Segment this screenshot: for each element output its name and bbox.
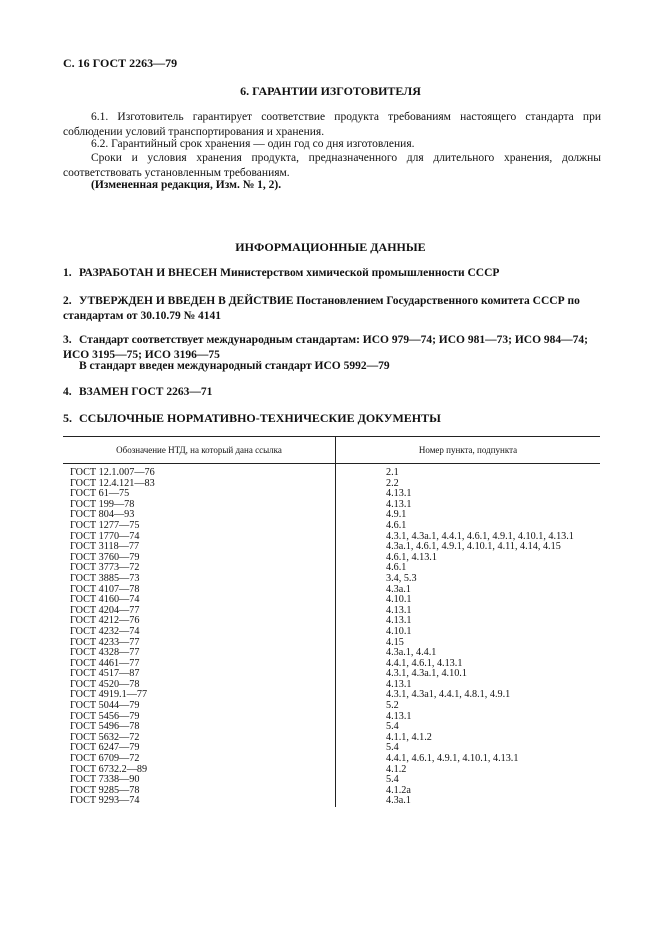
cell-document: ГОСТ 4919.1—77 — [63, 690, 336, 701]
cell-document: ГОСТ 804—93 — [63, 510, 336, 521]
paragraph-storage: Сроки и условия хранения продукта, предназначенного для длительного хранения, должны соответствовать установленным требованиям. — [63, 152, 601, 179]
table-row — [63, 574, 600, 585]
table-row — [63, 553, 600, 564]
cell-clause: 4.4.1, 4.6.1, 4.9.1, 4.10.1, 4.13.1 — [386, 753, 519, 765]
table-row — [63, 479, 600, 490]
item-text: УТВЕРЖДЕН И ВВЕДЕН В ДЕЙСТВИЕ Постановлением Государственного комитета СССР по стандартам от 30.10.79 № 4141 — [63, 295, 580, 322]
cell-document: ГОСТ 6247—79 — [63, 743, 336, 754]
cell-document: ГОСТ 199—78 — [63, 500, 336, 511]
references-table — [63, 436, 600, 807]
cell-clause: 4.13.1 — [386, 710, 412, 722]
cell-document: ГОСТ 4204—77 — [63, 606, 336, 617]
table-row — [63, 585, 600, 596]
cell-document: ГОСТ 7338—90 — [63, 775, 336, 786]
table-row — [63, 510, 600, 521]
cell-document: ГОСТ 12.1.007—76 — [63, 464, 336, 479]
cell-clause: 4.6.1, 4.13.1 — [386, 551, 437, 563]
table-row — [63, 464, 600, 479]
item-number: 3. — [63, 334, 72, 346]
table-row — [63, 606, 600, 617]
item-number: 4. — [63, 386, 72, 398]
cell-clause: 4.13.1 — [386, 488, 412, 500]
table-row — [63, 500, 600, 511]
cell-clause: 5.2 — [386, 700, 399, 712]
cell-document: ГОСТ 4212—76 — [63, 616, 336, 627]
cell-document: ГОСТ 4160—74 — [63, 595, 336, 606]
cell-document: ГОСТ 12.4.121—83 — [63, 479, 336, 490]
cell-clause: 5.4 — [386, 721, 399, 733]
cell-clause: 4.3.1, 4.3а.1, 4.4.1, 4.6.1, 4.9.1, 4.10.1, 4.13.1 — [386, 530, 574, 542]
cell-clause: 4.6.1 — [386, 562, 407, 574]
cell-clause: 4.1.2 — [386, 763, 407, 775]
cell-clause: 4.15 — [386, 636, 404, 648]
cell-document: ГОСТ 1770—74 — [63, 532, 336, 543]
cell-document: ГОСТ 1277—75 — [63, 521, 336, 532]
cell-clause: 4.3а.1 — [386, 583, 411, 595]
page-header: С. 16 ГОСТ 2263—79 — [63, 56, 178, 70]
table-header-row — [63, 437, 600, 464]
cell-document: ГОСТ 9285—78 — [63, 786, 336, 797]
cell-clause: 4.10.1 — [386, 594, 412, 606]
cell-clause: 2.2 — [386, 477, 399, 489]
item-text: ССЫЛОЧНЫЕ НОРМАТИВНО-ТЕХНИЧЕСКИЕ ДОКУМЕНТЫ — [79, 411, 441, 425]
table-row — [63, 659, 600, 670]
cell-clause: 4.4.1, 4.6.1, 4.13.1 — [386, 657, 463, 669]
cell-document: ГОСТ 4520—78 — [63, 680, 336, 691]
table-row — [63, 648, 600, 659]
cell-document: ГОСТ 5632—72 — [63, 733, 336, 744]
table-row — [63, 542, 600, 553]
cell-document: ГОСТ 3118—77 — [63, 542, 336, 553]
cell-clause: 4.9.1 — [386, 509, 407, 521]
cell-clause: 4.1.2а — [386, 784, 411, 796]
cell-document: ГОСТ 6732.2—89 — [63, 765, 336, 776]
cell-document: ГОСТ 3760—79 — [63, 553, 336, 564]
info-item-3-note: В стандарт введен международный стандарт ИСО 5992—79 — [79, 360, 390, 372]
table-row — [63, 712, 600, 723]
cell-document: ГОСТ 3885—73 — [63, 574, 336, 585]
table-row — [63, 786, 600, 797]
cell-document: ГОСТ 4233—77 — [63, 638, 336, 649]
cell-clause: 4.3.1, 4.3а.1, 4.10.1 — [386, 668, 467, 680]
table-row — [63, 701, 600, 712]
cell-document: ГОСТ 3773—72 — [63, 563, 336, 574]
info-item-5 — [63, 411, 601, 426]
cell-document: ГОСТ 9293—74 — [63, 796, 336, 807]
column-header-document: Обозначение НТД, на который дана ссылка — [63, 437, 336, 464]
cell-clause: 4.13.1 — [386, 604, 412, 616]
cell-document: ГОСТ 5456—79 — [63, 712, 336, 723]
cell-document: ГОСТ 4107—78 — [63, 585, 336, 596]
paragraph-6-2: 6.2. Гарантийный срок хранения — один год со дня изготовления. — [91, 138, 415, 150]
table-row — [63, 627, 600, 638]
table-row — [63, 690, 600, 701]
section-6-title: 6. ГАРАНТИИ ИЗГОТОВИТЕЛЯ — [240, 84, 421, 98]
cell-clause: 4.10.1 — [386, 625, 412, 637]
table-body — [63, 464, 600, 808]
table-row — [63, 796, 600, 807]
item-text: Стандарт соответствует международным стандартам: ИСО 979—74; ИСО 981—73; ИСО 984—74; ИСО 3195—75; ИСО 3196—75 — [63, 334, 588, 361]
cell-clause: 4.1.1, 4.1.2 — [386, 731, 432, 743]
cell-document: ГОСТ 4517—87 — [63, 669, 336, 680]
table-row — [63, 489, 600, 500]
info-item-4 — [63, 385, 601, 400]
cell-clause: 5.4 — [386, 774, 399, 786]
cell-clause: 4.3а.1, 4.6.1, 4.9.1, 4.10.1, 4.11, 4.14, 4.15 — [386, 541, 561, 553]
item-number: 1. — [63, 267, 72, 279]
cell-document: ГОСТ 4461—77 — [63, 659, 336, 670]
table-row — [63, 722, 600, 733]
item-text: ВЗАМЕН ГОСТ 2263—71 — [79, 386, 213, 398]
cell-clause: 4.13.1 — [386, 615, 412, 627]
cell-clause: 3.4, 5.3 — [386, 572, 417, 584]
item-text: РАЗРАБОТАН И ВНЕСЕН Министерством химической промышленности СССР — [79, 267, 500, 279]
cell-clause: 4.13.1 — [386, 678, 412, 690]
table-row — [63, 733, 600, 744]
info-title: ИНФОРМАЦИОННЫЕ ДАННЫЕ — [235, 240, 426, 254]
paragraph-6-1: 6.1. Изготовитель гарантирует соответствие продукта требованиям настоящего стандарта при соблюдении условий транспортирования и хранения. — [63, 111, 601, 138]
cell-document: ГОСТ 61—75 — [63, 489, 336, 500]
cell-clause: 4.3а.1, 4.4.1 — [386, 647, 437, 659]
table-row — [63, 563, 600, 574]
item-number: 2. — [63, 295, 72, 307]
table-row — [63, 669, 600, 680]
cell-document: ГОСТ 6709—72 — [63, 754, 336, 765]
amendment-note: (Измененная редакция, Изм. № 1, 2). — [91, 179, 282, 191]
table-row — [63, 638, 600, 649]
item-number: 5. — [63, 411, 72, 425]
column-header-clause: Номер пункта, подпункта — [336, 437, 601, 464]
cell-document: ГОСТ 5496—78 — [63, 722, 336, 733]
cell-clause: 4.6.1 — [386, 519, 407, 531]
info-item-1 — [63, 266, 601, 281]
cell-document: ГОСТ 4232—74 — [63, 627, 336, 638]
info-item-2 — [63, 294, 601, 324]
cell-clause: 5.4 — [386, 742, 399, 754]
table-row — [63, 743, 600, 754]
table-row — [63, 521, 600, 532]
cell-clause: 4.3а.1 — [386, 795, 411, 807]
cell-clause: 4.13.1 — [386, 498, 412, 510]
table-row — [63, 616, 600, 627]
table-row — [63, 775, 600, 786]
cell-document: ГОСТ 5044—79 — [63, 701, 336, 712]
cell-clause: 2.1 — [386, 467, 399, 478]
cell-document: ГОСТ 4328—77 — [63, 648, 336, 659]
table-row — [63, 765, 600, 776]
cell-clause: 4.3.1, 4.3а1, 4.4.1, 4.8.1, 4.9.1 — [386, 689, 511, 701]
table-row — [63, 595, 600, 606]
